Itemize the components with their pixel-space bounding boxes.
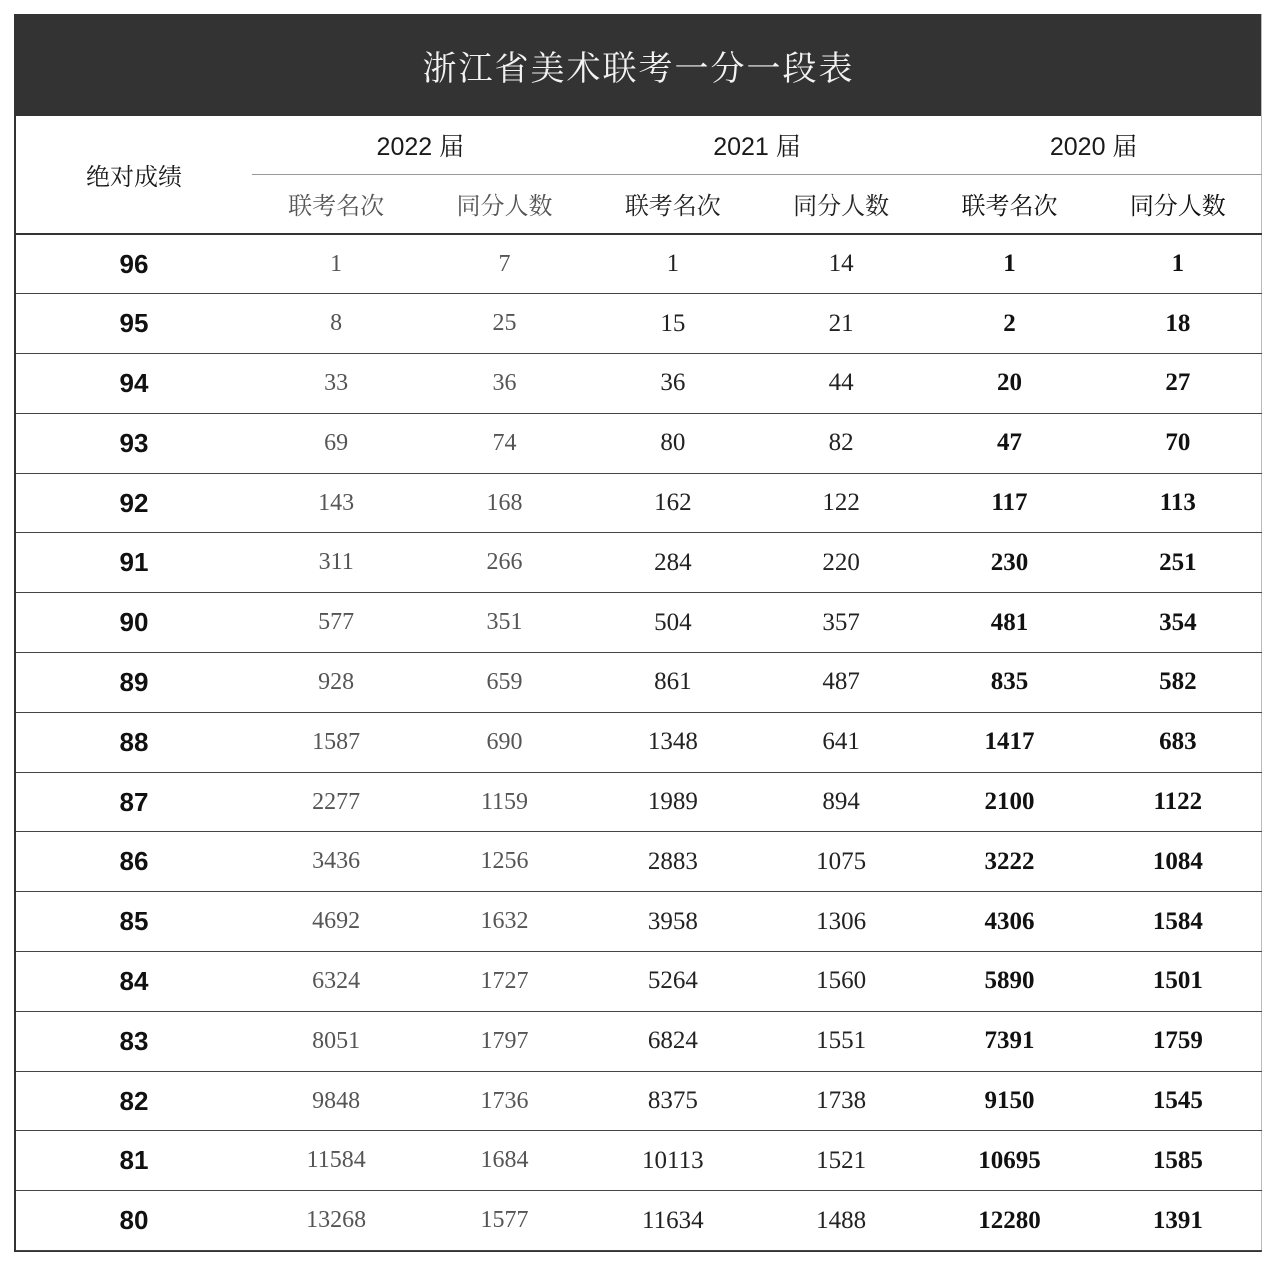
same-count-2020-cell: 1501 xyxy=(1094,952,1262,1012)
same-count-2021-cell: 1488 xyxy=(757,1191,925,1251)
score-cell: 94 xyxy=(16,354,252,414)
rank-2022-cell: 33 xyxy=(252,354,420,414)
same-count-2020-cell: 1585 xyxy=(1094,1131,1262,1191)
rank-2021-cell: 1989 xyxy=(589,772,757,832)
rank-2022-cell: 9848 xyxy=(252,1071,420,1131)
rank-2020-cell: 481 xyxy=(925,593,1093,653)
same-count-2020-cell: 1122 xyxy=(1094,772,1262,832)
same-count-2022-cell: 1684 xyxy=(420,1131,588,1191)
same-count-2020-cell: 582 xyxy=(1094,653,1262,713)
rank-2021-cell: 284 xyxy=(589,533,757,593)
score-cell: 86 xyxy=(16,832,252,892)
score-cell: 85 xyxy=(16,892,252,952)
same-count-2022-cell: 25 xyxy=(420,294,588,354)
table-row xyxy=(16,354,1262,414)
score-cell: 92 xyxy=(16,473,252,533)
rank-2020-cell: 117 xyxy=(925,473,1093,533)
same-count-2022-cell: 168 xyxy=(420,473,588,533)
same-count-2020-cell: 1759 xyxy=(1094,1011,1262,1071)
rank-2021-cell: 8375 xyxy=(589,1071,757,1131)
table-row xyxy=(16,593,1262,653)
rank-2021-cell: 5264 xyxy=(589,952,757,1012)
rank-2020-cell: 1 xyxy=(925,234,1093,294)
column-header-same-count: 同分人数 xyxy=(757,174,925,234)
rank-2021-cell: 11634 xyxy=(589,1191,757,1251)
rank-2021-cell: 504 xyxy=(589,593,757,653)
same-count-2022-cell: 266 xyxy=(420,533,588,593)
same-count-2020-cell: 1 xyxy=(1094,234,1262,294)
table-row xyxy=(16,1071,1262,1131)
same-count-2021-cell: 1306 xyxy=(757,892,925,952)
same-count-2021-cell: 641 xyxy=(757,712,925,772)
rank-2022-cell: 928 xyxy=(252,653,420,713)
column-header-rank: 联考名次 xyxy=(925,174,1093,234)
rank-2021-cell: 10113 xyxy=(589,1131,757,1191)
score-column-header: 绝对成绩 xyxy=(16,116,252,234)
same-count-2020-cell: 70 xyxy=(1094,413,1262,473)
rank-2022-cell: 69 xyxy=(252,413,420,473)
score-cell: 81 xyxy=(16,1131,252,1191)
table-row xyxy=(16,234,1262,294)
same-count-2022-cell: 1632 xyxy=(420,892,588,952)
table-row xyxy=(16,892,1262,952)
year-header-2022: 2022 届 xyxy=(252,116,589,174)
rank-2022-cell: 4692 xyxy=(252,892,420,952)
year-header-2020: 2020 届 xyxy=(925,116,1262,174)
rank-2022-cell: 8 xyxy=(252,294,420,354)
rank-2020-cell: 2100 xyxy=(925,772,1093,832)
table-row xyxy=(16,1191,1262,1251)
rank-2020-cell: 10695 xyxy=(925,1131,1093,1191)
table-row xyxy=(16,832,1262,892)
rank-2022-cell: 577 xyxy=(252,593,420,653)
same-count-2022-cell: 1797 xyxy=(420,1011,588,1071)
same-count-2022-cell: 7 xyxy=(420,234,588,294)
score-cell: 88 xyxy=(16,712,252,772)
same-count-2020-cell: 354 xyxy=(1094,593,1262,653)
table-row xyxy=(16,772,1262,832)
column-header-rank: 联考名次 xyxy=(589,174,757,234)
rank-2022-cell: 3436 xyxy=(252,832,420,892)
rank-2021-cell: 1348 xyxy=(589,712,757,772)
rank-2022-cell: 8051 xyxy=(252,1011,420,1071)
same-count-2022-cell: 659 xyxy=(420,653,588,713)
rank-2022-cell: 11584 xyxy=(252,1131,420,1191)
score-table-sheet xyxy=(14,14,1262,1252)
rank-2020-cell: 2 xyxy=(925,294,1093,354)
rank-2020-cell: 12280 xyxy=(925,1191,1093,1251)
same-count-2022-cell: 1736 xyxy=(420,1071,588,1131)
same-count-2021-cell: 21 xyxy=(757,294,925,354)
score-cell: 89 xyxy=(16,653,252,713)
table-row xyxy=(16,413,1262,473)
table-row xyxy=(16,1011,1262,1071)
same-count-2022-cell: 1577 xyxy=(420,1191,588,1251)
same-count-2021-cell: 1551 xyxy=(757,1011,925,1071)
rank-2021-cell: 1 xyxy=(589,234,757,294)
score-cell: 82 xyxy=(16,1071,252,1131)
same-count-2021-cell: 220 xyxy=(757,533,925,593)
table-row xyxy=(16,533,1262,593)
same-count-2022-cell: 1727 xyxy=(420,952,588,1012)
same-count-2021-cell: 357 xyxy=(757,593,925,653)
score-cell: 96 xyxy=(16,234,252,294)
same-count-2022-cell: 74 xyxy=(420,413,588,473)
same-count-2020-cell: 1084 xyxy=(1094,832,1262,892)
rank-2022-cell: 1587 xyxy=(252,712,420,772)
table-body xyxy=(16,234,1262,1251)
score-cell: 80 xyxy=(16,1191,252,1251)
score-cell: 93 xyxy=(16,413,252,473)
same-count-2022-cell: 690 xyxy=(420,712,588,772)
score-cell: 87 xyxy=(16,772,252,832)
title-bar xyxy=(16,14,1261,116)
table-row xyxy=(16,294,1262,354)
rank-2021-cell: 15 xyxy=(589,294,757,354)
header-row-years xyxy=(16,116,1262,174)
rank-2020-cell: 230 xyxy=(925,533,1093,593)
column-header-same-count: 同分人数 xyxy=(1094,174,1262,234)
same-count-2020-cell: 683 xyxy=(1094,712,1262,772)
rank-2021-cell: 3958 xyxy=(589,892,757,952)
rank-2020-cell: 9150 xyxy=(925,1071,1093,1131)
same-count-2020-cell: 1584 xyxy=(1094,892,1262,952)
table-row xyxy=(16,473,1262,533)
same-count-2020-cell: 18 xyxy=(1094,294,1262,354)
rank-2022-cell: 6324 xyxy=(252,952,420,1012)
year-header-2021: 2021 届 xyxy=(589,116,926,174)
rank-2020-cell: 4306 xyxy=(925,892,1093,952)
same-count-2022-cell: 36 xyxy=(420,354,588,414)
rank-2020-cell: 835 xyxy=(925,653,1093,713)
same-count-2020-cell: 113 xyxy=(1094,473,1262,533)
rank-2020-cell: 7391 xyxy=(925,1011,1093,1071)
table-row xyxy=(16,1131,1262,1191)
rank-2021-cell: 6824 xyxy=(589,1011,757,1071)
same-count-2021-cell: 14 xyxy=(757,234,925,294)
column-header-same-count: 同分人数 xyxy=(420,174,588,234)
rank-2021-cell: 162 xyxy=(589,473,757,533)
same-count-2020-cell: 251 xyxy=(1094,533,1262,593)
same-count-2021-cell: 1075 xyxy=(757,832,925,892)
rank-2022-cell: 1 xyxy=(252,234,420,294)
rank-2021-cell: 861 xyxy=(589,653,757,713)
rank-2020-cell: 5890 xyxy=(925,952,1093,1012)
rank-2020-cell: 20 xyxy=(925,354,1093,414)
rank-2021-cell: 36 xyxy=(589,354,757,414)
same-count-2021-cell: 1521 xyxy=(757,1131,925,1191)
page-title: 浙江省美术联考一分一段表 xyxy=(422,48,855,89)
rank-2020-cell: 1417 xyxy=(925,712,1093,772)
score-cell: 91 xyxy=(16,533,252,593)
same-count-2020-cell: 27 xyxy=(1094,354,1262,414)
score-cell: 90 xyxy=(16,593,252,653)
same-count-2022-cell: 1159 xyxy=(420,772,588,832)
rank-2022-cell: 13268 xyxy=(252,1191,420,1251)
same-count-2021-cell: 44 xyxy=(757,354,925,414)
rank-2020-cell: 3222 xyxy=(925,832,1093,892)
same-count-2020-cell: 1391 xyxy=(1094,1191,1262,1251)
rank-2022-cell: 311 xyxy=(252,533,420,593)
rank-2022-cell: 143 xyxy=(252,473,420,533)
column-header-rank: 联考名次 xyxy=(252,174,420,234)
score-cell: 84 xyxy=(16,952,252,1012)
same-count-2021-cell: 82 xyxy=(757,413,925,473)
same-count-2021-cell: 894 xyxy=(757,772,925,832)
rank-2022-cell: 2277 xyxy=(252,772,420,832)
rank-2021-cell: 80 xyxy=(589,413,757,473)
same-count-2021-cell: 487 xyxy=(757,653,925,713)
same-count-2022-cell: 351 xyxy=(420,593,588,653)
table-row xyxy=(16,712,1262,772)
rank-2020-cell: 47 xyxy=(925,413,1093,473)
table-row xyxy=(16,952,1262,1012)
table-row xyxy=(16,653,1262,713)
score-distribution-table xyxy=(16,116,1262,1251)
same-count-2021-cell: 122 xyxy=(757,473,925,533)
same-count-2021-cell: 1738 xyxy=(757,1071,925,1131)
score-cell: 95 xyxy=(16,294,252,354)
rank-2021-cell: 2883 xyxy=(589,832,757,892)
score-cell: 83 xyxy=(16,1011,252,1071)
same-count-2022-cell: 1256 xyxy=(420,832,588,892)
same-count-2021-cell: 1560 xyxy=(757,952,925,1012)
same-count-2020-cell: 1545 xyxy=(1094,1071,1262,1131)
